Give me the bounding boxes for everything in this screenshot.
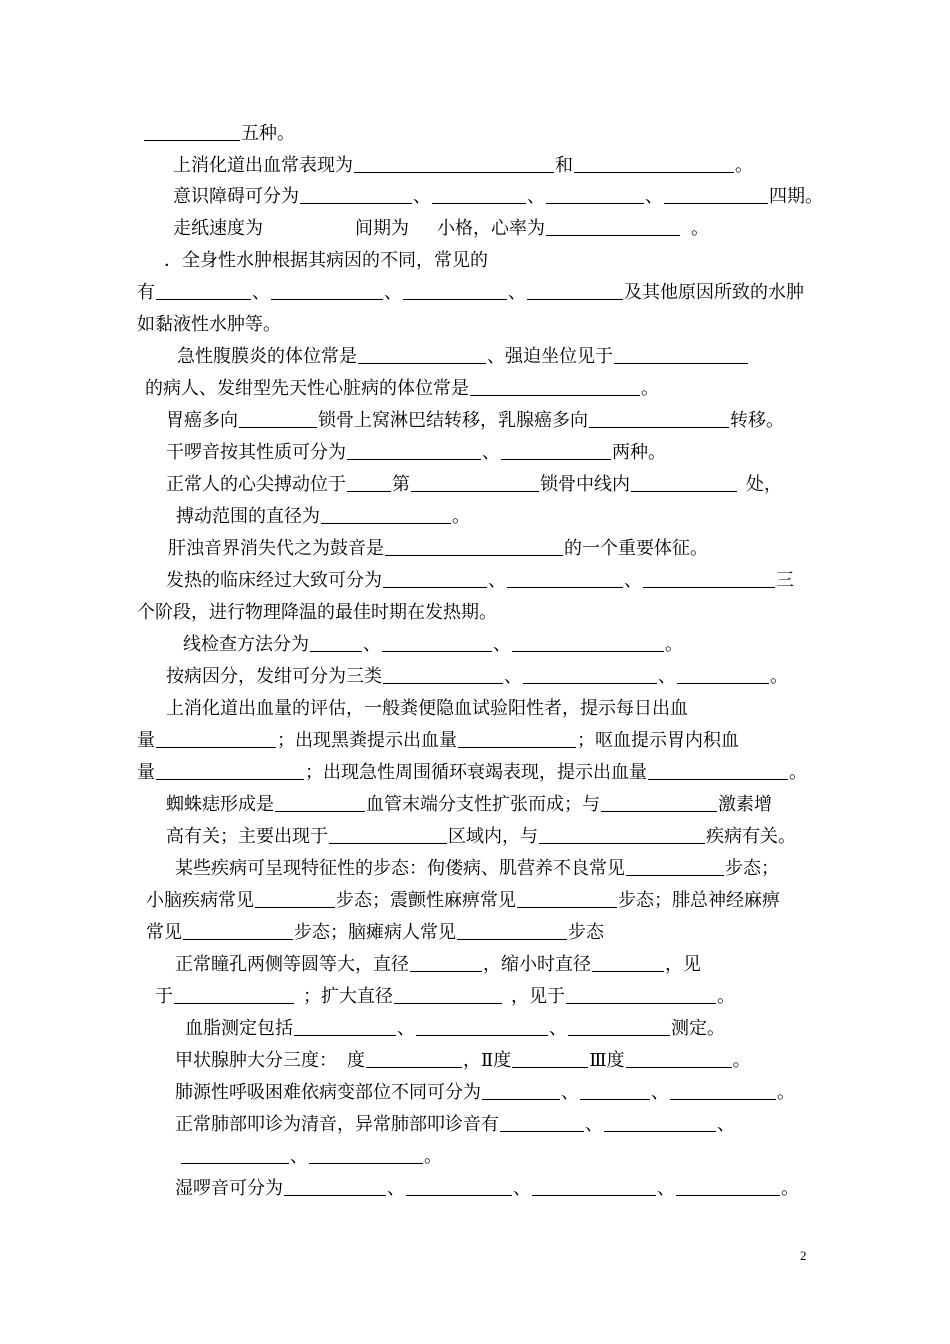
answer-blank[interactable] bbox=[643, 565, 775, 588]
answer-blank[interactable] bbox=[310, 629, 362, 652]
question-text: 、 bbox=[513, 1178, 531, 1199]
answer-blank[interactable] bbox=[385, 533, 563, 556]
text-line bbox=[175, 1173, 799, 1205]
question-text: 、 bbox=[384, 282, 402, 303]
answer-blank[interactable] bbox=[156, 277, 251, 300]
answer-blank[interactable] bbox=[604, 1109, 716, 1132]
question-text: ．全身性水肿根据其病因的不同，常见的 bbox=[164, 250, 488, 271]
answer-blank[interactable] bbox=[482, 1077, 560, 1100]
question-text: 、 bbox=[508, 282, 526, 303]
question-text: 、 bbox=[290, 1146, 308, 1167]
question-text: 正常肺部叩诊为清音，异常肺部叩诊音有 bbox=[175, 1114, 499, 1135]
question-text: ；出现黑粪提示出血量 bbox=[277, 730, 457, 751]
answer-blank[interactable] bbox=[614, 341, 748, 364]
question-text: 高有关；主要出现于 bbox=[166, 826, 328, 847]
answer-blank[interactable] bbox=[156, 757, 304, 780]
question-text: 。 bbox=[665, 634, 683, 655]
question-text: 血管末端分支性扩张而成；与 bbox=[366, 794, 600, 815]
answer-blank[interactable] bbox=[601, 789, 717, 812]
question-text: 、 bbox=[363, 634, 381, 655]
answer-blank[interactable] bbox=[181, 1141, 289, 1164]
question-text: 、 bbox=[493, 634, 511, 655]
answer-blank[interactable] bbox=[183, 917, 293, 940]
answer-blank[interactable] bbox=[470, 373, 640, 396]
answer-blank[interactable] bbox=[294, 1013, 396, 1036]
question-text: 、 bbox=[549, 1018, 567, 1039]
question-text: 。 bbox=[641, 378, 659, 399]
text-line bbox=[183, 629, 683, 661]
question-text: 转移。 bbox=[730, 410, 784, 431]
answer-blank[interactable] bbox=[527, 277, 623, 300]
question-text: 如黏液性水肿等。 bbox=[137, 314, 281, 335]
answer-blank[interactable] bbox=[347, 469, 391, 492]
answer-blank[interactable] bbox=[347, 437, 481, 460]
answer-blank[interactable] bbox=[275, 789, 365, 812]
question-text: 步态；腓总神经麻痹 bbox=[618, 890, 780, 911]
answer-blank[interactable] bbox=[411, 469, 539, 492]
text-line bbox=[166, 789, 772, 821]
question-text: ，见于 bbox=[511, 986, 565, 1007]
answer-blank[interactable] bbox=[677, 661, 769, 684]
answer-blank[interactable] bbox=[592, 949, 664, 972]
answer-blank[interactable] bbox=[354, 150, 554, 173]
question-text: 、 bbox=[387, 1178, 405, 1199]
question-text: 。 bbox=[770, 666, 788, 687]
text-line bbox=[155, 981, 735, 1013]
question-text: 。 bbox=[735, 155, 753, 176]
text-line bbox=[137, 309, 281, 341]
text-line bbox=[166, 821, 796, 853]
question-text: 两种。 bbox=[612, 442, 666, 463]
question-text: 、 bbox=[658, 666, 676, 687]
question-text: 三 bbox=[776, 570, 794, 591]
text-line bbox=[175, 853, 779, 885]
text-line bbox=[166, 469, 782, 501]
question-text: 步态；震颤性麻痹常见 bbox=[336, 890, 516, 911]
answer-blank[interactable] bbox=[403, 277, 507, 300]
question-text: 区域内，与 bbox=[448, 826, 538, 847]
question-text: 血脂测定包括 bbox=[185, 1018, 293, 1039]
question-text: 、 bbox=[624, 570, 642, 591]
answer-blank[interactable] bbox=[300, 181, 412, 204]
question-text: ；扩大直径 bbox=[303, 986, 393, 1007]
question-text: 间期为 bbox=[355, 218, 409, 239]
question-text: 量 bbox=[137, 730, 155, 751]
answer-blank[interactable] bbox=[546, 181, 644, 204]
answer-blank[interactable] bbox=[432, 181, 526, 204]
question-text: 。 bbox=[452, 506, 470, 527]
question-text: 、 bbox=[717, 1114, 735, 1135]
text-line bbox=[137, 725, 739, 757]
question-text: 有 bbox=[137, 282, 155, 303]
answer-blank[interactable] bbox=[507, 565, 623, 588]
question-text: 上消化道出血常表现为 bbox=[173, 155, 353, 176]
text-line bbox=[180, 1141, 442, 1173]
answer-blank[interactable] bbox=[271, 277, 383, 300]
question-text: 肺源性呼吸困难依病变部位不同可分为 bbox=[175, 1082, 481, 1103]
question-text: 第 bbox=[392, 474, 410, 495]
question-text: 锁骨上窝淋巴结转移，乳腺癌多向 bbox=[318, 410, 588, 431]
question-text: 步态 bbox=[568, 922, 604, 943]
text-line bbox=[175, 1109, 735, 1141]
question-text: 线检查方法分为 bbox=[183, 634, 309, 655]
text-line bbox=[176, 501, 470, 533]
question-text: 、 bbox=[482, 442, 500, 463]
answer-blank[interactable] bbox=[309, 1141, 423, 1164]
question-text: Ⅲ度 bbox=[589, 1050, 625, 1071]
answer-blank[interactable] bbox=[568, 1013, 670, 1036]
question-text: 小格，心率为 bbox=[437, 218, 545, 239]
question-text: 。 bbox=[777, 1082, 795, 1103]
question-text: 正常人的心尖搏动位于 bbox=[166, 474, 346, 495]
answer-blank[interactable] bbox=[284, 1173, 386, 1196]
question-text: 。 bbox=[789, 762, 807, 783]
question-text: 搏动范围的直径为 bbox=[176, 506, 320, 527]
question-text: 激素增 bbox=[718, 794, 772, 815]
answer-blank[interactable] bbox=[500, 1109, 584, 1132]
answer-blank[interactable] bbox=[580, 1077, 650, 1100]
question-text: 、 bbox=[645, 186, 663, 207]
text-line bbox=[185, 1013, 725, 1045]
question-text: 。 bbox=[424, 1146, 442, 1167]
question-text: 蜘蛛痣形成是 bbox=[166, 794, 274, 815]
question-text: 小脑疾病常见 bbox=[146, 890, 254, 911]
text-line bbox=[146, 885, 780, 917]
answer-blank[interactable] bbox=[239, 405, 317, 428]
text-line bbox=[143, 118, 295, 150]
question-text: 上消化道出血量的评估，一般粪便隐血试验阳性者，提示每日出血 bbox=[166, 698, 688, 719]
question-text: 测定。 bbox=[671, 1018, 725, 1039]
answer-blank[interactable] bbox=[512, 1045, 588, 1068]
answer-blank[interactable] bbox=[626, 853, 724, 876]
answer-blank[interactable] bbox=[329, 821, 447, 844]
question-text: 胃癌多向 bbox=[166, 410, 238, 431]
answer-blank[interactable] bbox=[664, 181, 768, 204]
question-text: 步态；脑瘫病人常见 bbox=[294, 922, 456, 943]
question-text: ；出现急性周围循环衰竭表现，提示出血量 bbox=[305, 762, 647, 783]
text-line bbox=[173, 181, 823, 213]
question-text: 、 bbox=[585, 1114, 603, 1135]
question-text: 步态； bbox=[725, 858, 779, 879]
answer-blank[interactable] bbox=[512, 629, 664, 652]
question-text: 及其他原因所致的水肿 bbox=[624, 282, 804, 303]
question-text: 、 bbox=[657, 1178, 675, 1199]
answer-blank[interactable] bbox=[457, 917, 567, 940]
question-text: 甲状腺肿大分三度： bbox=[175, 1050, 337, 1071]
question-text: 干啰音按其性质可分为 bbox=[166, 442, 346, 463]
question-text: 常见 bbox=[146, 922, 182, 943]
text-line bbox=[166, 693, 688, 725]
text-line bbox=[137, 277, 804, 309]
question-text: 于 bbox=[155, 986, 173, 1007]
answer-blank[interactable] bbox=[394, 981, 502, 1004]
question-text: 、 bbox=[413, 186, 431, 207]
question-text: ，缩小时直径 bbox=[483, 954, 591, 975]
text-line bbox=[173, 213, 709, 245]
answer-blank[interactable] bbox=[501, 437, 611, 460]
answer-blank[interactable] bbox=[523, 661, 657, 684]
question-text: 正常瞳孔两侧等圆等大，直径 bbox=[175, 954, 409, 975]
answer-blank[interactable] bbox=[546, 213, 680, 236]
answer-blank[interactable] bbox=[517, 885, 617, 908]
answer-blank[interactable] bbox=[156, 725, 276, 748]
question-text: 、 bbox=[252, 282, 270, 303]
text-line bbox=[145, 373, 659, 405]
text-line bbox=[175, 1045, 751, 1077]
question-text: 度 bbox=[347, 1050, 365, 1071]
question-text: 意识障碍可分为 bbox=[173, 186, 299, 207]
answer-blank[interactable] bbox=[410, 949, 482, 972]
answer-blank[interactable] bbox=[676, 1173, 780, 1196]
question-text: 、 bbox=[651, 1082, 669, 1103]
question-text: 疾病有关。 bbox=[706, 826, 796, 847]
question-text: 发热的临床经过大致可分为 bbox=[166, 570, 382, 591]
answer-blank[interactable] bbox=[670, 1077, 776, 1100]
question-text: 某些疾病可呈现特征性的步态：佝偻病、肌营养不良常见 bbox=[175, 858, 625, 879]
answer-blank[interactable] bbox=[366, 1045, 462, 1068]
question-text: 锁骨中线内 bbox=[540, 474, 630, 495]
question-text: 、 bbox=[504, 666, 522, 687]
answer-blank[interactable] bbox=[321, 501, 451, 524]
answer-blank[interactable] bbox=[382, 629, 492, 652]
answer-blank[interactable] bbox=[144, 118, 240, 141]
page-number: 2 bbox=[800, 1248, 807, 1263]
question-text: 、 bbox=[397, 1018, 415, 1039]
question-text: 的一个重要体征。 bbox=[564, 538, 708, 559]
question-text: 湿啰音可分为 bbox=[175, 1178, 283, 1199]
question-text: 肝浊音界消失代之为鼓音是 bbox=[168, 538, 384, 559]
answer-blank[interactable] bbox=[458, 725, 576, 748]
question-text: 五种。 bbox=[241, 123, 295, 144]
answer-blank[interactable] bbox=[532, 1173, 656, 1196]
answer-blank[interactable] bbox=[648, 757, 788, 780]
question-text: 量 bbox=[137, 762, 155, 783]
text-line bbox=[175, 949, 701, 981]
answer-blank[interactable] bbox=[358, 341, 486, 364]
text-line bbox=[175, 1077, 795, 1109]
question-text: 处， bbox=[746, 474, 782, 495]
answer-blank[interactable] bbox=[539, 821, 705, 844]
answer-blank[interactable] bbox=[383, 565, 487, 588]
question-text: 的病人、发绀型先天性心脏病的体位常是 bbox=[145, 378, 469, 399]
answer-blank[interactable] bbox=[589, 405, 729, 428]
answer-blank[interactable] bbox=[255, 885, 335, 908]
answer-blank[interactable] bbox=[626, 1045, 732, 1068]
question-text: ；呕血提示胃内积血 bbox=[577, 730, 739, 751]
text-line bbox=[173, 150, 753, 182]
question-text: 按病因分，发绀可分为三类 bbox=[166, 666, 382, 687]
question-text: 。 bbox=[691, 218, 709, 239]
question-text: 急性腹膜炎的体位常是 bbox=[177, 346, 357, 367]
question-text: 。 bbox=[717, 986, 735, 1007]
answer-blank[interactable] bbox=[574, 150, 734, 173]
question-text: 、 bbox=[561, 1082, 579, 1103]
question-text: ，Ⅱ度 bbox=[463, 1050, 512, 1071]
text-line bbox=[137, 597, 497, 629]
text-line bbox=[164, 245, 488, 277]
question-text: 、 bbox=[488, 570, 506, 591]
answer-blank[interactable] bbox=[383, 661, 503, 684]
question-text: 走纸速度为 bbox=[173, 218, 263, 239]
question-text: 、强迫坐位见于 bbox=[487, 346, 613, 367]
answer-blank[interactable] bbox=[631, 469, 737, 492]
text-line bbox=[168, 533, 708, 565]
question-text: 个阶段，进行物理降温的最佳时期在发热期。 bbox=[137, 602, 497, 623]
text-line bbox=[166, 661, 788, 693]
question-text: 。 bbox=[732, 1050, 751, 1071]
text-line bbox=[177, 341, 749, 373]
question-text: 、 bbox=[527, 186, 545, 207]
answer-blank[interactable] bbox=[566, 981, 716, 1004]
question-text: ，见 bbox=[665, 954, 701, 975]
answer-blank[interactable] bbox=[174, 981, 294, 1004]
text-line bbox=[166, 405, 784, 437]
answer-blank[interactable] bbox=[416, 1013, 548, 1036]
question-text: 四期。 bbox=[769, 186, 823, 207]
answer-blank[interactable] bbox=[406, 1173, 512, 1196]
text-line bbox=[166, 437, 666, 469]
text-line bbox=[137, 757, 807, 789]
question-text: 。 bbox=[781, 1178, 799, 1199]
question-text: 和 bbox=[555, 155, 573, 176]
text-line bbox=[146, 917, 604, 949]
text-line bbox=[166, 565, 794, 597]
